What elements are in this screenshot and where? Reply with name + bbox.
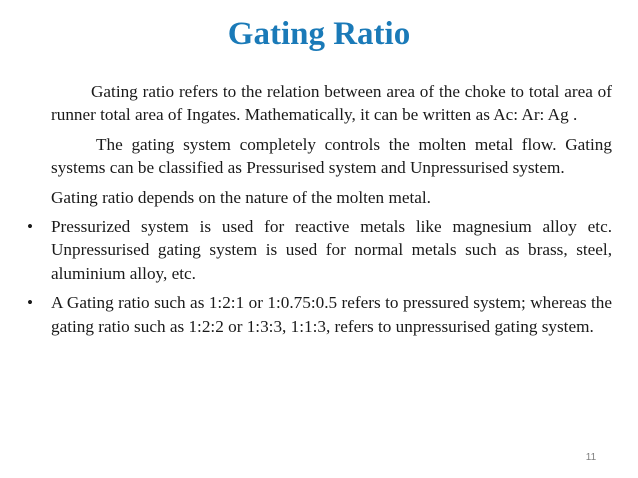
bullet-text: A Gating ratio such as 1:2:1 or 1:0.75:0.5 refers to pressured system; whereas the gating ratio such as 1:2:2 or 1:3:3, 1:1:3, refers to unpressurised gating system. (51, 293, 612, 336)
page-number: 11 (585, 452, 597, 463)
bullet-icon: • (27, 217, 34, 237)
slide-body (24, 80, 612, 338)
paragraph-dependency: Gating ratio depends on the nature of the molten metal. (51, 187, 431, 207)
bullet-item-pressurized (24, 215, 612, 285)
bullet-icon: • (27, 293, 34, 313)
paragraph-definition: Gating ratio refers to the relation between area of the choke to total area of runner total area of Ingates. Mathematically, it can be written as Ac: Ar: Ag . (51, 82, 612, 125)
slide-title: Gating Ratio (227, 16, 411, 52)
bullet-text: Pressurized system is used for reactive metals like magnesium alloy etc. Unpressurised gating system is used for normal metals such as brass, steel, aluminium alloy, etc. (51, 217, 612, 283)
paragraph-classification: The gating system completely controls the molten metal flow. Gating systems can be classified as Pressurised system and Unpressurised system. (51, 134, 612, 178)
bullet-item-ratio-examples (24, 291, 612, 338)
